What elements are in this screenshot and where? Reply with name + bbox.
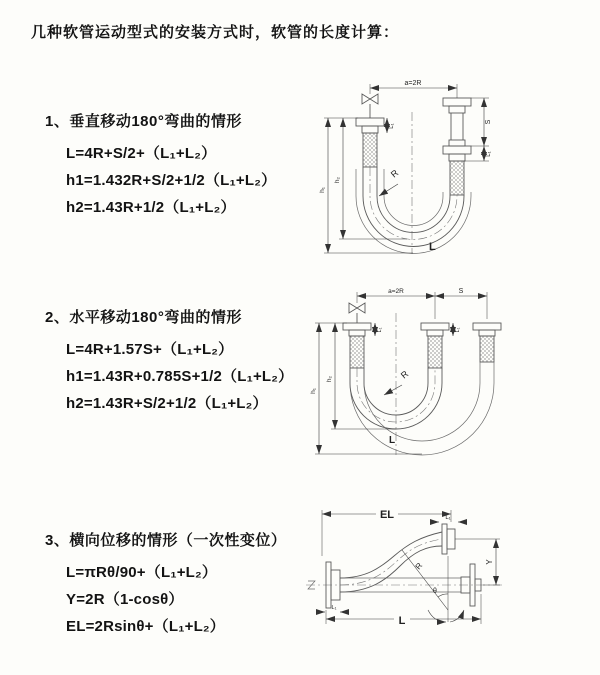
dim-label-l1-left: L₁ [389,123,395,129]
dim-top-width [357,288,487,319]
dim-label-l1-right: L₁ [486,151,492,157]
right-flange-moved [473,323,501,362]
section-lateral-displacement [45,529,315,640]
middle-flange [421,323,449,368]
angle-theta [428,556,464,622]
section3-formula-EL: EL=2Rsinθ+（L₁+L₂） [66,618,225,635]
radius-label: R [413,561,425,572]
dim-label-h2: h₂ [334,176,341,184]
dim-label-el: EL [379,509,395,521]
section2-formula-h1: h1=1.43R+0.785S+1/2（L₁+L₂） [66,368,294,385]
page-title: 几种软管运动型式的安装方式时，软管的长度计算： [31,24,400,41]
length-label: L [389,435,396,446]
section2-formula-L: L=4R+1.57S+（L₁+L₂） [66,341,234,358]
dim-label-a2r: a=2R [388,288,404,295]
dim-l1-left [387,118,395,133]
dim-label-h1: h₁ [319,187,326,193]
dim-label-s: S [458,288,464,295]
dim-label-y: Y [485,559,494,565]
radius-line [402,550,448,610]
dim-l-bottom [326,594,481,627]
dim-label-s: S [485,119,492,125]
section1-formula-h2: h2=1.43R+1/2（L₁+L₂） [66,199,236,216]
dim-label-l1-bottom: L₁ [331,605,337,611]
radius-label: R [388,167,401,180]
length-label: L [429,241,436,253]
section1-heading: 1、垂直移动180°弯曲的情形 [45,113,242,130]
upper-right-flange [442,524,455,554]
radius-label: R [398,368,411,381]
valve-icon [349,303,365,323]
section2-heading: 2、水平移动180°弯曲的情形 [45,309,242,326]
valve-icon [362,94,378,118]
dim-l1-top [431,515,466,522]
dim-l1-mid [453,323,461,336]
diagram-lateral-displacement [298,498,598,646]
diagram-vertical-180-bend [312,72,598,258]
section1-formula-h1: h1=1.432R+S/2+1/2（L₁+L₂） [66,172,277,189]
dim-label-a2r: a=2R [404,80,422,87]
radius-leader [379,167,401,196]
section3-heading: 3、横向位移的情形（一次性变位） [45,532,287,549]
hose-u-large-moved [350,362,494,455]
dim-top-width [370,80,457,98]
angle-label: θ [433,588,437,595]
hose-curved-position [340,532,442,592]
section1-formula-L: L=4R+S/2+（L₁+L₂） [66,145,217,162]
section-horizontal-movement [45,306,315,417]
dim-el [322,509,451,556]
right-flange [443,98,471,195]
dim-label-l1-top: L₁ [445,515,451,521]
dim-label-l: L [398,615,406,627]
dim-label-l1-left: L₁ [377,327,383,333]
left-flange [356,118,384,167]
left-flange [343,323,371,368]
radius-leader [384,368,411,395]
dim-l1-left [375,323,383,336]
section3-formula-Y: Y=2R（1-cosθ） [66,591,184,608]
section2-formula-h2: h2=1.43R+S/2+1/2（L₁+L₂） [66,395,268,412]
section-vertical-movement [45,110,315,221]
dim-label-l1-mid: L₁ [455,327,461,333]
dim-y [455,539,500,585]
dim-l1-bottom [316,605,348,612]
dim-label-h2: h₂ [326,375,333,383]
dim-h1 [310,323,422,454]
diagram-horizontal-180-bend [305,283,600,461]
dim-label-h1: h₁ [310,388,317,394]
dim-s-right [464,98,492,161]
section3-formula-L: L=πRθ/90+（L₁+L₂） [66,564,218,581]
